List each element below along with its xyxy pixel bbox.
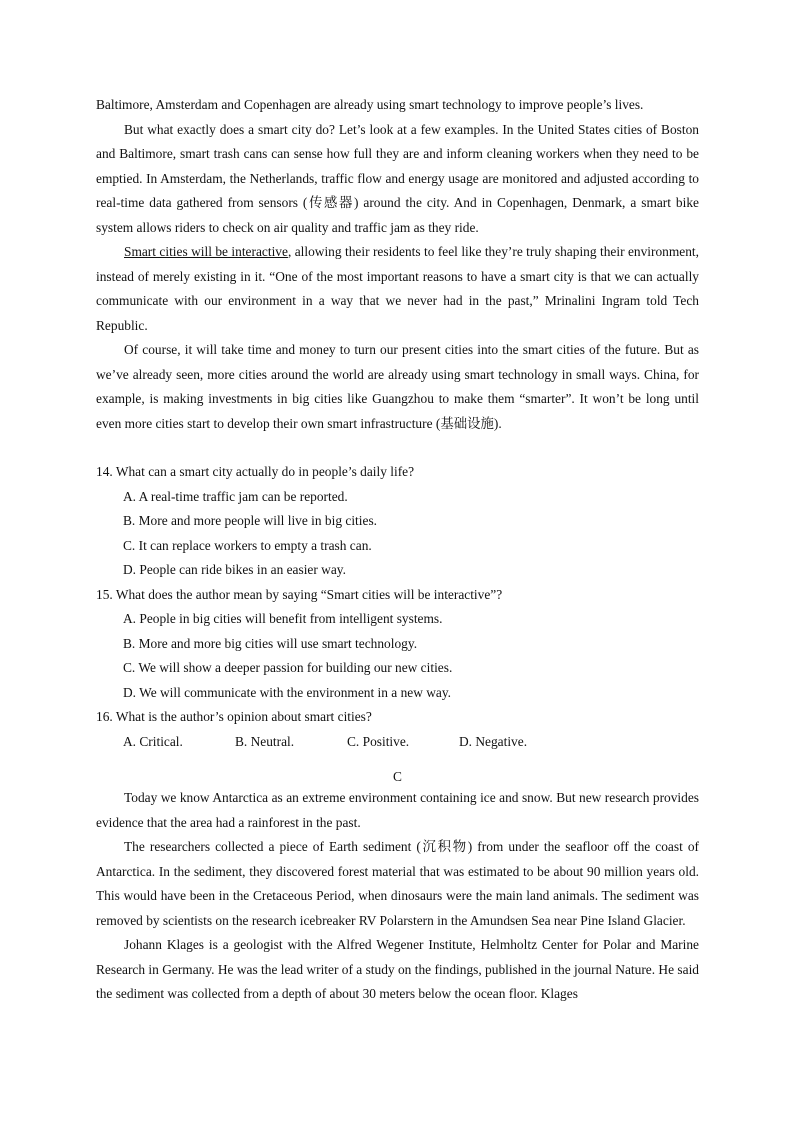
underlined-phrase: Smart cities will be interactive bbox=[124, 244, 288, 259]
passage-b-paragraph-2 bbox=[96, 240, 699, 338]
paragraph-2-rest: , allowing their residents to feel like they’re truly shaping their environment, instead of merely existing in it. “One of the most important reasons to have a smart city is that we can actually communicate with our environment in a way that we never had in the past,” Mrinalini Ingram told Tech Republic. bbox=[96, 244, 699, 333]
document-page bbox=[96, 93, 699, 1007]
question-stem: 15. What does the author mean by saying “Smart cities will be interactive”? bbox=[96, 586, 503, 602]
section-letter: C bbox=[393, 769, 402, 784]
question-16 bbox=[96, 705, 699, 754]
question-15 bbox=[96, 583, 699, 706]
option-d: D. We will communicate with the environment in a new way. bbox=[123, 684, 452, 700]
passage-b-paragraph-1: But what exactly does a smart city do? Let’s look at a few examples. In the United States cities of Boston and Baltimore, smart trash cans can sense how full they are and inform cleaning workers when they need to be emptied. In Amsterdam, the Netherlands, traffic flow and energy usage are monitored and adjusted according to real-time data gathered from sensors (传感器) around the city. And in Copenhagen, Denmark, a smart bike system allows riders to check on air quality and traffic jam as they ride. bbox=[96, 121, 699, 235]
passage-b-paragraph-3: Of course, it will take time and money to turn our present cities into the smart cities of the future. But as we’ve already seen, more cities around the world are already using smart technology in small ways. China, for example, is making investments in big cities like Guangzhou to make them “smarter”. It won’t be long until even more cities start to develop their own smart infrastructure (基础设施). bbox=[96, 342, 699, 431]
option-b: B. More and more people will live in big cities. bbox=[123, 513, 377, 528]
options-row bbox=[123, 730, 699, 755]
option-c: C. We will show a deeper passion for building our new cities. bbox=[123, 660, 453, 675]
question-stem: 14. What can a smart city actually do in people’s daily life? bbox=[96, 464, 415, 479]
question-14 bbox=[96, 460, 699, 583]
option-d: D. People can ride bikes in an easier way. bbox=[123, 562, 346, 577]
option-c: C. Positive. bbox=[347, 733, 410, 749]
passage-c-paragraph-3: Johann Klages is a geologist with the Alfred Wegener Institute, Helmholtz Center for Polar and Marine Research in Germany. He was the lead writer of a study on the findings, published in the journal Nature. He said the sediment was collected from a depth of about 30 meters below the ocean floor. Klages bbox=[96, 937, 699, 1001]
option-a: A. A real-time traffic jam can be reported. bbox=[123, 488, 348, 504]
option-a: A. People in big cities will benefit from intelligent systems. bbox=[123, 611, 443, 626]
option-c: C. It can replace workers to empty a trash can. bbox=[123, 537, 372, 553]
passage-c-paragraph-1: Today we know Antarctica as an extreme environment containing ice and snow. But new research provides evidence that the area had a rainforest in the past. bbox=[96, 790, 699, 830]
option-d: D. Negative. bbox=[459, 733, 528, 749]
passage-b-paragraph-0: Baltimore, Amsterdam and Copenhagen are already using smart technology to improve people’s lives. bbox=[96, 97, 644, 112]
option-b: B. Neutral. bbox=[235, 733, 295, 749]
passage-c-paragraph-2: The researchers collected a piece of Earth sediment (沉积物) from under the seafloor off the coast of Antarctica. In the sediment, they discovered forest material that was estimated to be about 90 million years old. This would have been in the Cretaceous Period, when dinosaurs were the main land animals. The sediment was removed by scientists on the research icebreaker RV Polarstern in the Amundsen Sea near Pine Island Glacier. bbox=[96, 839, 699, 928]
option-b: B. More and more big cities will use smart technology. bbox=[123, 635, 418, 651]
question-stem: 16. What is the author’s opinion about smart cities? bbox=[96, 709, 372, 724]
option-a: A. Critical. bbox=[123, 733, 183, 749]
